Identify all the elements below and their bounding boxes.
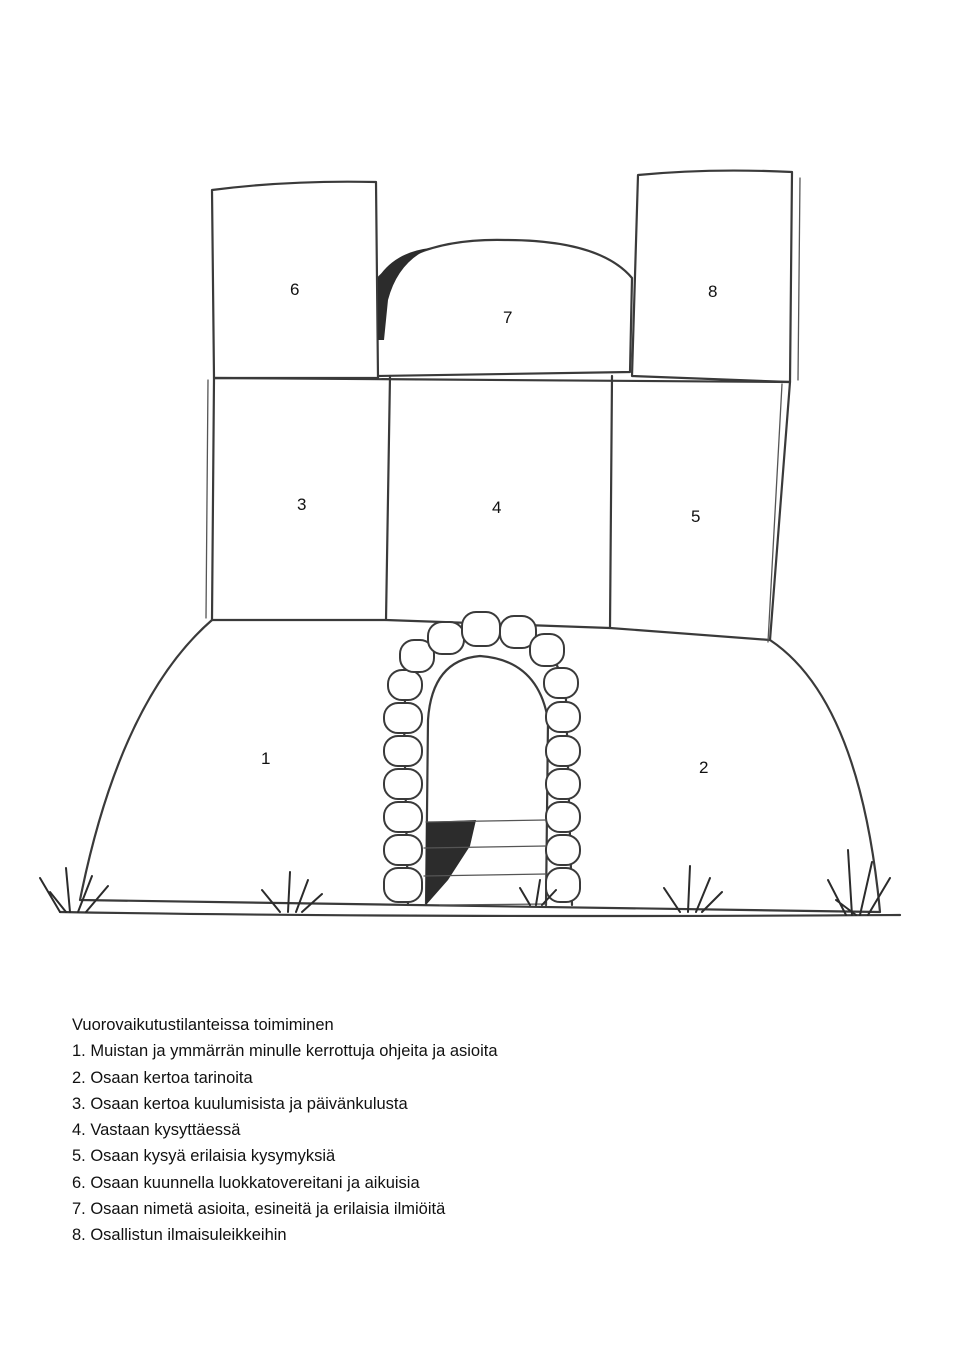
block-label-6: 6 xyxy=(290,280,300,299)
block-label-8: 8 xyxy=(708,282,718,301)
legend-title: Vuorovaikutustilanteissa toimiminen xyxy=(72,1016,334,1034)
legend-item-7: 7. Osaan nimetä asioita, esineitä ja erilaisia ilmiöitä xyxy=(72,1200,446,1219)
legend-item-2: 2. Osaan kertoa tarinoita xyxy=(72,1068,253,1087)
block-label-5: 5 xyxy=(691,507,701,526)
legend xyxy=(72,1012,498,1249)
legend-item-8: 8. Osallistun ilmaisuleikkeihin xyxy=(72,1226,287,1245)
block-8-outline xyxy=(632,171,792,382)
door-stairs xyxy=(424,820,546,905)
legend-item-4: 4. Vastaan kysyttäessä xyxy=(72,1121,241,1140)
block-label-2: 2 xyxy=(699,758,709,777)
base-outline xyxy=(80,620,880,912)
door-arch xyxy=(384,612,580,905)
legend-item-6: 6. Osaan kuunnella luokkatovereitani ja aikuisia xyxy=(72,1173,420,1192)
arch-shading xyxy=(378,248,430,340)
block-label-7: 7 xyxy=(503,308,513,327)
block-label-3: 3 xyxy=(297,495,307,514)
legend-item-1: 1. Muistan ja ymmärrän minulle kerrottuja ohjeita ja asioita xyxy=(72,1042,498,1061)
legend-item-5: 5. Osaan kysyä erilaisia kysymyksiä xyxy=(72,1147,336,1166)
block-label-1: 1 xyxy=(261,749,271,768)
block-label-4: 4 xyxy=(492,498,502,517)
legend-item-3: 3. Osaan kertoa kuulumisista ja päivänkulusta xyxy=(72,1094,408,1113)
